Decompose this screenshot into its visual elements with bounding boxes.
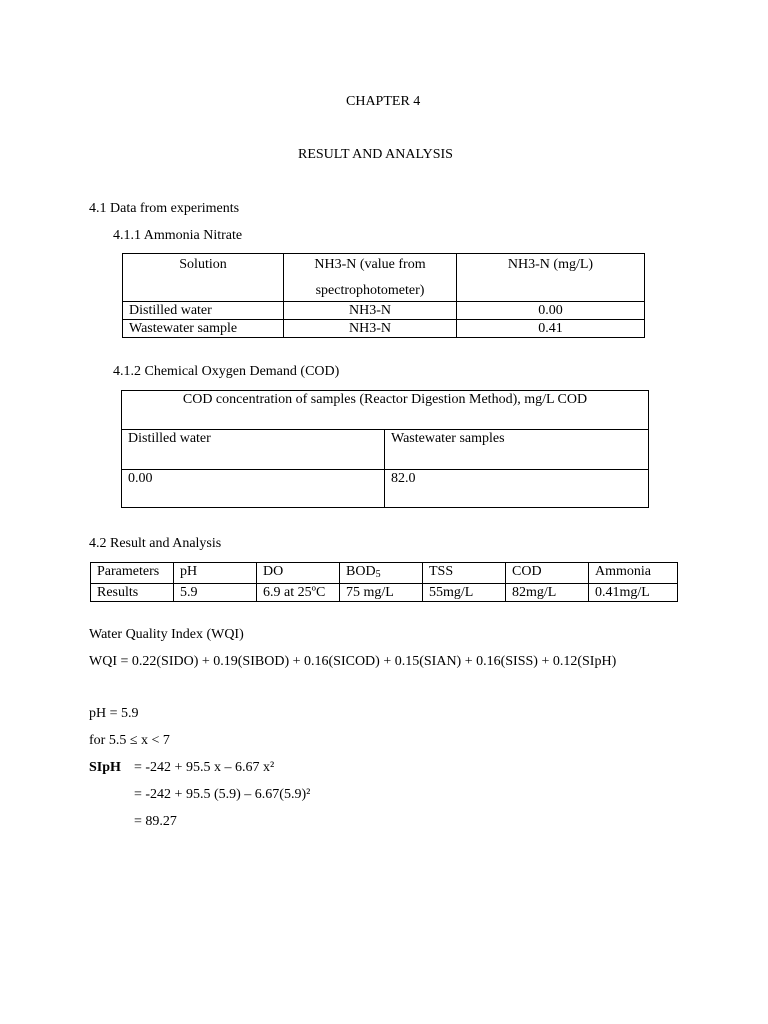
header-line: spectrophotometer) <box>315 283 425 298</box>
table-row <box>122 430 649 470</box>
table-header: Parameters <box>91 563 174 584</box>
table-header: TSS <box>423 563 506 584</box>
header-line: NH3-N (value from <box>314 257 426 272</box>
table-cell: 5.9 <box>174 584 257 602</box>
table-row <box>122 391 649 430</box>
table-header: NH3-N (mg/L) <box>457 254 645 302</box>
calc-line-2: = -242 + 95.5 (5.9) – 6.67(5.9)² <box>134 787 311 802</box>
table-cell: NH3-N <box>284 302 457 320</box>
table-cell: Distilled water <box>123 302 284 320</box>
table-row <box>91 563 678 584</box>
table-row <box>122 470 649 508</box>
table-header: Wastewater samples <box>385 430 649 470</box>
siph-label <box>89 760 121 776</box>
table-header: Solution <box>123 254 284 302</box>
table-cell: 0.00 <box>122 470 385 508</box>
table-header: Distilled water <box>122 430 385 470</box>
table-header <box>284 254 457 302</box>
table-cell: Wastewater sample <box>123 320 284 338</box>
calc-line-3: = 89.27 <box>134 814 177 829</box>
siph-label-text: SIpH <box>89 760 121 775</box>
results-table <box>90 562 678 602</box>
table-cell: 82.0 <box>385 470 649 508</box>
table-cell: 0.41mg/L <box>589 584 678 602</box>
wqi-title: Water Quality Index (WQI) <box>89 627 244 642</box>
range-line: for 5.5 ≤ x < 7 <box>89 733 170 748</box>
table-cell: 6.9 at 25ºC <box>257 584 340 602</box>
table-header: pH <box>174 563 257 584</box>
table-cell: 0.00 <box>457 302 645 320</box>
ammonia-table <box>122 253 645 338</box>
table-cell: 82mg/L <box>506 584 589 602</box>
table-cell: 0.41 <box>457 320 645 338</box>
table-header: Ammonia <box>589 563 678 584</box>
table-cell: 75 mg/L <box>340 584 423 602</box>
heading-4-2: 4.2 Result and Analysis <box>89 536 222 551</box>
heading-4-1-2: 4.1.2 Chemical Oxygen Demand (COD) <box>113 364 340 379</box>
section-title: RESULT AND ANALYSIS <box>298 147 453 162</box>
calc-line-1: = -242 + 95.5 x – 6.67 x² <box>134 760 275 775</box>
heading-4-1-1: 4.1.1 Ammonia Nitrate <box>113 228 243 243</box>
cod-table <box>121 390 649 508</box>
table-caption-cell: COD concentration of samples (Reactor Digestion Method), mg/L COD <box>122 391 649 430</box>
table-row <box>123 254 645 302</box>
chapter-title: CHAPTER 4 <box>346 94 421 109</box>
table-row <box>123 320 645 338</box>
bod-subscript: 5 <box>375 569 381 580</box>
wqi-formula: WQI = 0.22(SIDO) + 0.19(SIBOD) + 0.16(SICOD) + 0.15(SIAN) + 0.16(SISS) + 0.12(SIpH) <box>89 654 617 669</box>
table-header <box>340 563 423 584</box>
bod-label: BOD <box>346 564 376 579</box>
table-header: DO <box>257 563 340 584</box>
table-row <box>123 302 645 320</box>
table-cell: NH3-N <box>284 320 457 338</box>
table-cell: Results <box>91 584 174 602</box>
table-row <box>91 584 678 602</box>
table-cell: 55mg/L <box>423 584 506 602</box>
ph-line: pH = 5.9 <box>89 706 139 721</box>
table-header: COD <box>506 563 589 584</box>
heading-4-1: 4.1 Data from experiments <box>89 201 240 216</box>
